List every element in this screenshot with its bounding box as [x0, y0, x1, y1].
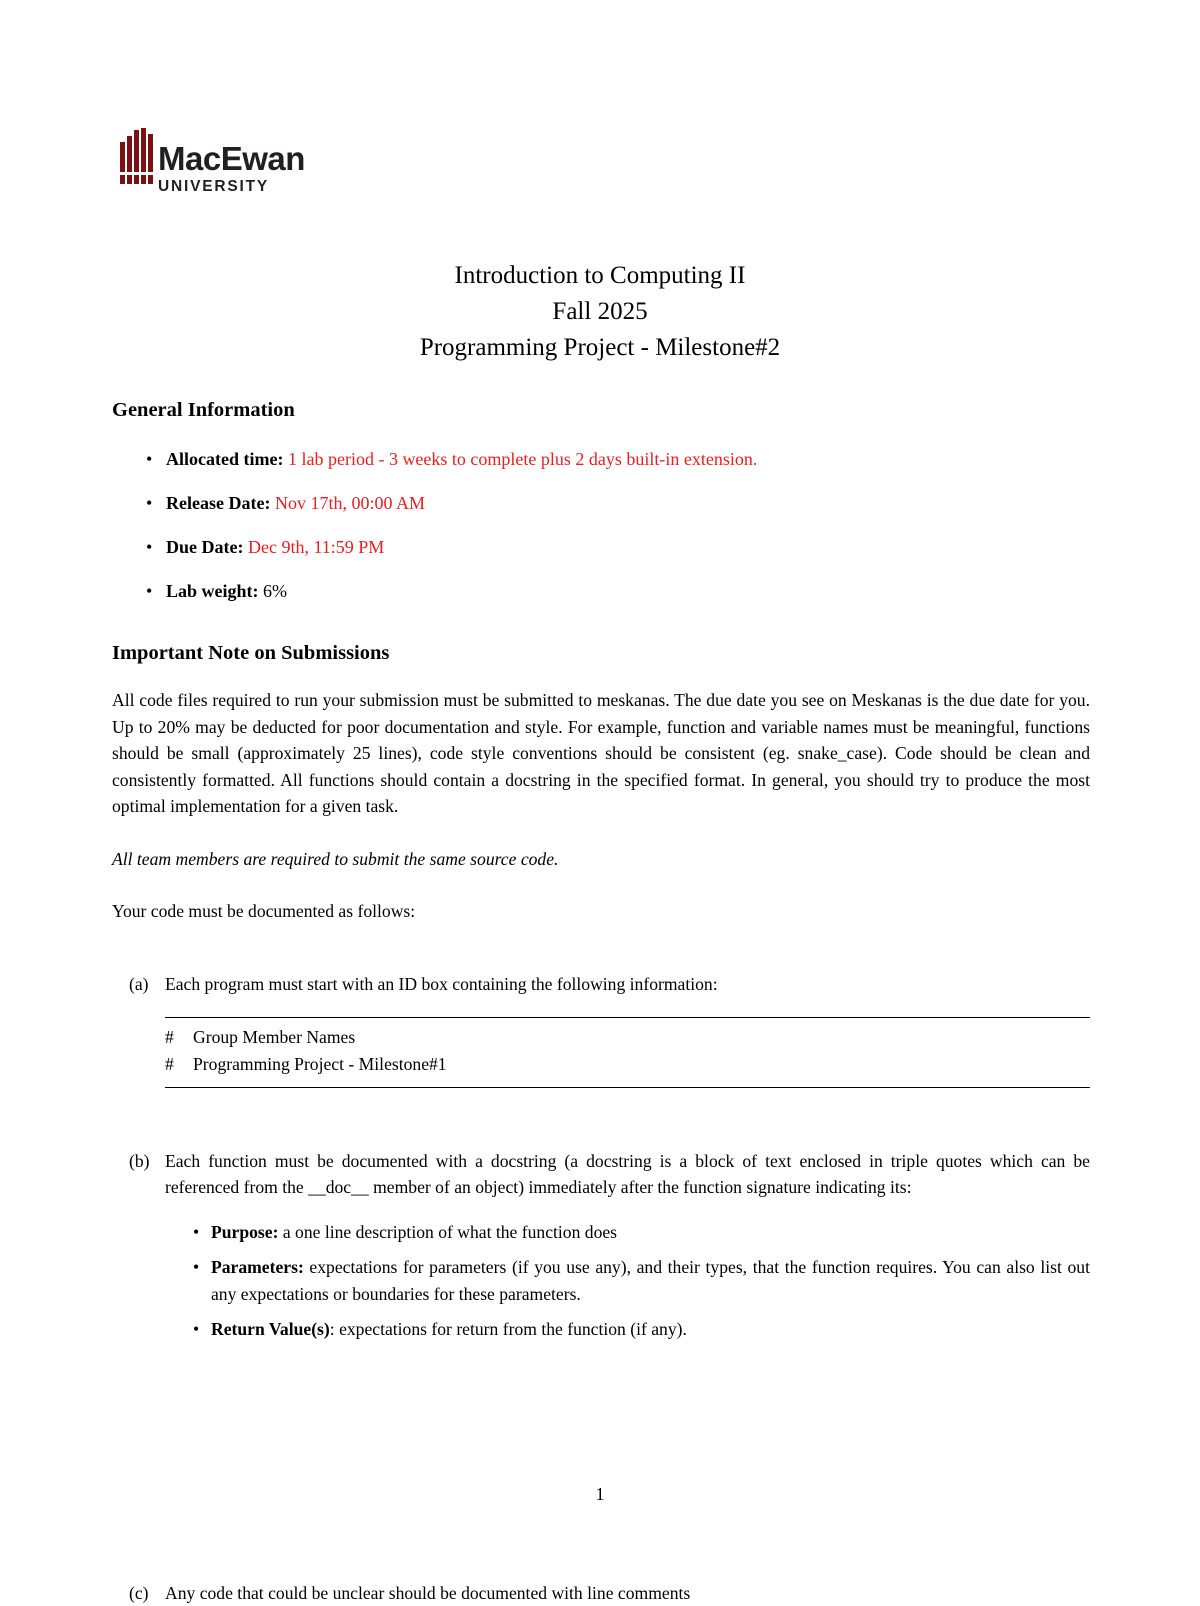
list-item — [165, 1254, 1090, 1307]
list-item — [112, 446, 1090, 490]
macewan-logo — [118, 128, 318, 198]
item-label: Allocated time: — [166, 449, 283, 469]
id-line-text: Programming Project - Milestone#1 — [193, 1051, 447, 1078]
enum-item-a — [112, 971, 1090, 998]
id-line-text: Group Member Names — [193, 1024, 355, 1051]
id-line — [165, 1051, 1090, 1078]
code-term: __doc__ — [308, 1177, 369, 1197]
course-title: Introduction to Computing II — [0, 258, 1200, 294]
title-block — [0, 258, 1200, 366]
list-item — [165, 1316, 1090, 1343]
id-box — [165, 1017, 1090, 1088]
bullet-icon: • — [146, 534, 152, 560]
enum-tag: (c) — [129, 1580, 149, 1606]
enum-text-part: member of an object) immediately after the function signature indicating its: — [369, 1177, 912, 1197]
item-value: : expectations for return from the function (if any). — [330, 1319, 687, 1339]
enum-tag: (b) — [129, 1148, 150, 1175]
page-number: 1 — [0, 1484, 1200, 1505]
item-label: Parameters: — [211, 1257, 304, 1277]
list-item — [112, 578, 1090, 622]
item-label: Due Date: — [166, 537, 243, 557]
section-heading: Important Note on Submissions — [112, 639, 1090, 667]
item-value: expectations for parameters (if you use any), and their types, that the function requires. You can also list out any expectations or boundaries for these parameters. — [211, 1257, 1090, 1304]
section-heading: General Information — [112, 396, 1090, 424]
item-value: Dec 9th, 11:59 PM — [248, 537, 384, 557]
team-note: All team members are required to submit the same source code. — [112, 846, 1090, 873]
hash-symbol: # — [165, 1024, 193, 1051]
bullet-icon: • — [193, 1254, 199, 1281]
logo-subtitle: UNIVERSITY — [158, 179, 269, 195]
paragraph-text: ). Code should be clean and consistently formatted. All functions should contain a docstring in the specified format. In general, you should try to produce the most optimal implementation for a given task. — [112, 743, 1090, 816]
enum-text: Any code that could be unclear should be documented with line comments — [165, 1580, 1090, 1606]
bullet-icon: • — [193, 1219, 199, 1246]
docstring-fields-list — [165, 1219, 1090, 1343]
submissions-section — [112, 639, 1090, 925]
list-item — [112, 534, 1090, 578]
general-information-section — [112, 396, 1090, 622]
item-label: Lab weight: — [166, 581, 259, 601]
term-title: Fall 2025 — [0, 294, 1200, 330]
code-term: snake_case — [798, 743, 877, 763]
enum-item-b — [112, 1148, 1090, 1343]
list-item — [165, 1219, 1090, 1246]
item-value: 6% — [263, 581, 287, 601]
logo-wordmark: MacEwan — [158, 142, 305, 175]
item-value: a one line description of what the function does — [278, 1222, 617, 1242]
general-info-list — [112, 446, 1090, 622]
list-item — [112, 490, 1090, 534]
item-label: Return Value(s) — [211, 1319, 330, 1339]
enum-text: Each program must start with an ID box containing the following information: — [165, 971, 1090, 998]
enum-tag: (a) — [129, 971, 149, 998]
enum-item-c — [112, 1580, 1090, 1606]
assignment-title: Programming Project - Milestone#2 — [0, 330, 1200, 366]
macewan-logo-mark-icon — [118, 128, 160, 186]
item-label: Release Date: — [166, 493, 270, 513]
enum-text-part: Each function must be documented with a docstring (a docstring is a block of text enclosed in triple quotes which can be referenced from the — [165, 1151, 1090, 1198]
hash-symbol: # — [165, 1051, 193, 1078]
bullet-icon: • — [193, 1316, 199, 1343]
documentation-intro: Your code must be documented as follows: — [112, 898, 1090, 925]
bullet-icon: • — [146, 490, 152, 516]
enum-text — [165, 1148, 1090, 1201]
id-line — [165, 1024, 1090, 1051]
paragraph-text: All code files required to run your submission must be submitted to meskanas. The due date you see on Meskanas is the due date for you. Up to 20% may be deducted for poor documentation and style. For example, function and variable names must be meaningful, functions should be small (approximately 25 lines), code style conventions should be consistent (eg. — [112, 690, 1090, 763]
bullet-icon: • — [146, 578, 152, 604]
item-label: Purpose: — [211, 1222, 278, 1242]
submissions-paragraph — [112, 687, 1090, 820]
item-value: Nov 17th, 00:00 AM — [275, 493, 425, 513]
bullet-icon: • — [146, 446, 152, 472]
item-value: 1 lab period - 3 weeks to complete plus 2 days built-in extension. — [288, 449, 757, 469]
